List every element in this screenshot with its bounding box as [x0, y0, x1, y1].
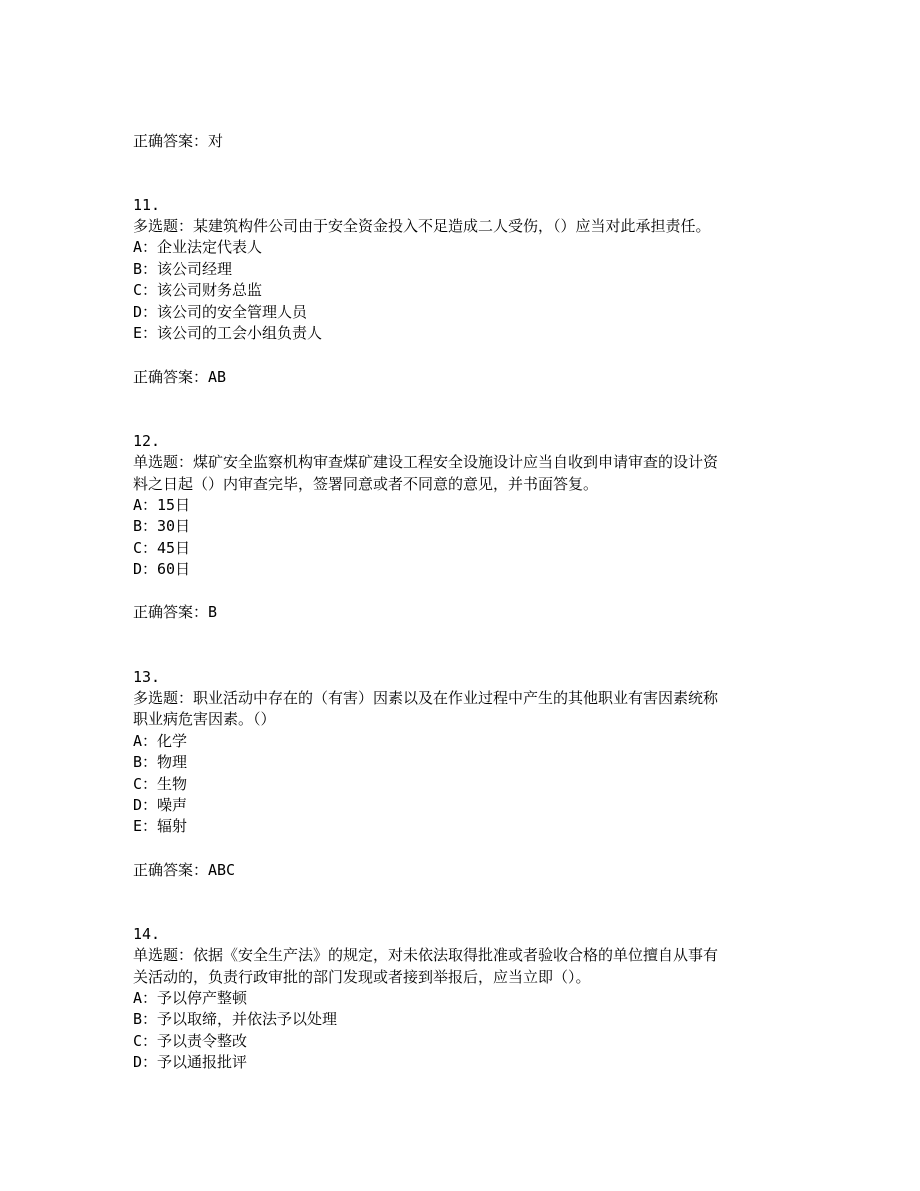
option-b: B：该公司经理 — [133, 260, 233, 278]
option-a: A：企业法定代表人 — [133, 238, 263, 256]
question-stem-line-1: 单选题：依据《安全生产法》的规定，对未依法取得批准或者验收合格的单位擅自从事有 — [133, 946, 719, 964]
question-number: 13. — [133, 668, 161, 686]
question-number: 14. — [133, 925, 161, 943]
question-stem-line-2: 关活动的，负责行政审批的部门发现或者接到举报后，应当立即（）。 — [133, 968, 591, 986]
option-b: B：物理 — [133, 753, 188, 771]
question-stem-line-2: 料之日起（）内审查完毕，签署同意或者不同意的意见，并书面答复。 — [133, 475, 599, 493]
option-b: B：予以取缔，并依法予以处理 — [133, 1010, 338, 1028]
option-c: C：予以责令整改 — [133, 1032, 248, 1050]
option-b: B：30日 — [133, 517, 191, 535]
option-c: C：该公司财务总监 — [133, 281, 263, 299]
option-d: D：噪声 — [133, 796, 188, 814]
correct-answer: 正确答案：B — [133, 603, 218, 621]
correct-answer: 正确答案：AB — [133, 368, 227, 386]
question-number: 11. — [133, 196, 161, 214]
question-stem-line-1: 单选题：煤矿安全监察机构审查煤矿建设工程安全设施设计应当自收到申请审查的设计资 — [133, 453, 719, 471]
previous-answer: 正确答案：对 — [133, 132, 224, 150]
option-c: C：生物 — [133, 775, 188, 793]
question-stem-line-1: 多选题：职业活动中存在的（有害）因素以及在作业过程中产生的其他职业有害因素统称 — [133, 689, 719, 707]
option-a: A：15日 — [133, 496, 191, 514]
option-d: D：该公司的安全管理人员 — [133, 303, 308, 321]
question-stem-line-2: 职业病危害因素。（） — [133, 710, 276, 728]
question-stem: 多选题：某建筑构件公司由于安全资金投入不足造成二人受伤，（）应当对此承担责任。 — [133, 217, 711, 235]
option-c: C：45日 — [133, 539, 191, 557]
option-a: A：予以停产整顿 — [133, 989, 248, 1007]
option-d: D：予以通报批评 — [133, 1053, 248, 1071]
option-a: A：化学 — [133, 732, 188, 750]
question-number: 12. — [133, 432, 161, 450]
correct-answer: 正确答案：ABC — [133, 861, 236, 879]
option-e: E：该公司的工会小组负责人 — [133, 324, 323, 342]
option-e: E：辐射 — [133, 817, 188, 835]
option-d: D：60日 — [133, 560, 191, 578]
